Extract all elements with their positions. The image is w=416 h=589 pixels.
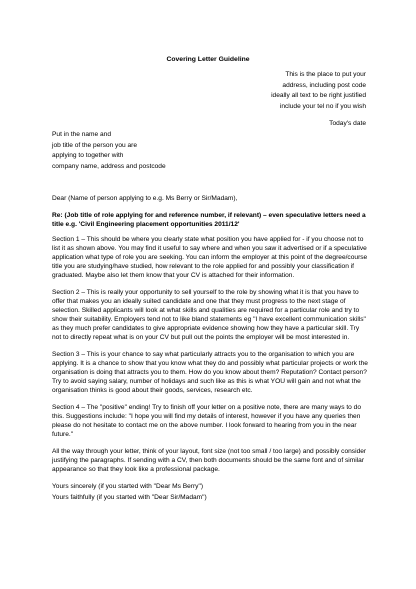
sender-address-block: This is the place to put your address, including post code ideally all text to be right justified include your tel no if you wish — [271, 71, 366, 110]
layout-advice-paragraph: All the way through your letter, think of your layout, font size (not too small / too large) and possibly consider justifying the paragraphs. If sending with a CV, then both documents should be the same font and of similar appearance so that they look like a professional package. — [52, 448, 367, 473]
section-2-paragraph: Section 2 – This is really your opportunity to sell yourself to the role by showing what it is that you have to offer that makes you an ideally suited candidate and one that they must progress to the next stage of selection. Skilled applicants will look at what skills and qualities are required for a particular role and try to show their suitability. Employers tend not to like bland statements eg "I have excellent communication skills" as they much prefer candidates to give appropriate evidence showing how they have a particular skill. Try not to directly repeat what is on your CV but pull out the points the employer will be most interested in. — [52, 289, 366, 341]
section-3-paragraph: Section 3 – This is your chance to say what particularly attracts you to the organisation to which you are applying. It is a chance to show that you know what they do and possibly what particular projects or work the organisation is doing that attracts you to them. How do you know about them? Reputation? Contact person? Try to avoid saying salary, number of holidays and such like as this is what YOU will gain and not what the organisation thinks is good about their goods, services, research etc. — [52, 351, 368, 394]
closing-faithfully: Yours faithfully (if you started with "Dear Sir/Madam") — [52, 494, 207, 501]
recipient-address-block: Put in the name and job title of the person you are applying to together with company name, address and postcode — [52, 131, 166, 170]
section-1-paragraph: Section 1 – This should be where you clearly state what position you have applied for - if you choose not to list it as shown above. You may find it useful to say where and when you saw it advertised or if a speculative application what type of role you are seeking. You can inform the employer at this point of the degree/course title you are studying/have studied, how relevant to the role applied for and possibly your classification if graduated. Maybe also let them know that your CV is attached for their information. — [52, 236, 368, 279]
reference-line: Re: (Job title of role applying for and reference number, if relevant) – even speculative letters need a title e.g. 'Civil Engineering placement opportunities 2011/12' — [52, 212, 366, 228]
salutation: Dear (Name of person applying to e.g. Ms Berry or Sir/Madam), — [52, 195, 238, 202]
letter-body — [52, 194, 370, 504]
letter-date: Today's date — [329, 120, 366, 127]
section-4-paragraph: Section 4 – The "positive" ending! Try to finish off your letter on a positive note, there are many ways to do this. Suggestions include: "I hope you will find my details of interest, however if you have any queries then please do not hesitate to contact me on the above number. I look forward to hearing from you in the near future." — [52, 404, 362, 438]
document-title: Covering Letter Guideline — [166, 56, 250, 63]
closing-sincerely: Yours sincerely (if you started with "Dear Ms Berry") — [52, 483, 204, 490]
